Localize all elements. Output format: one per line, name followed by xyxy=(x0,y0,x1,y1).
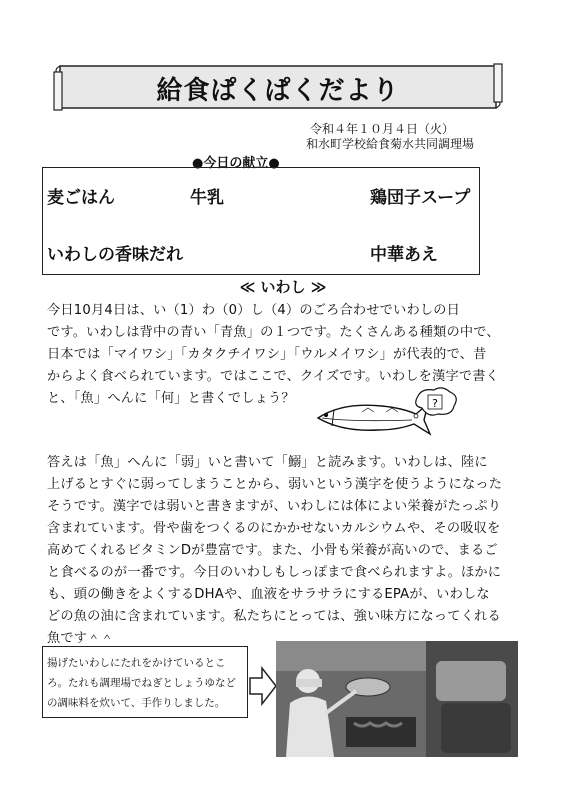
quiz-mark: ? xyxy=(432,397,438,410)
section-heading: ≪ いわし ≫ xyxy=(239,278,327,296)
paragraph-line: 上げるとすぐに弱ってしまうことから、弱いという漢字を使うようになった xyxy=(47,477,503,492)
thought-bubble xyxy=(412,386,460,422)
paragraph-line: からよく食べられています。ではここで、クイズです。いわしを漢字で書く xyxy=(47,369,500,384)
paragraph-line: そうです。漢字では弱いと書きますが、いわしには体によい栄養がたっぷり xyxy=(47,499,502,514)
menu-item-soup: 鶏団子スープ xyxy=(370,188,471,208)
photo-caption xyxy=(42,646,248,718)
paragraph-line: 魚です＾＾ xyxy=(47,631,114,646)
caption-line: 揚げたいわしにたれをかけているとこ xyxy=(47,657,226,669)
kitchen-name: 和水町学校給食菊水共同調理場 xyxy=(305,137,474,151)
cooking-photo xyxy=(276,641,518,757)
issue-date: 令和４年１０月４日（火） xyxy=(309,122,454,136)
paragraph-line: 答えは「魚」へんに「弱」いと書いて「鰯」と読みます。いわしは、陸に xyxy=(47,455,488,470)
menu-item-rice: 麦ごはん xyxy=(47,188,115,208)
paragraph-line: 日本では「マイワシ」「カタクチイワシ」「ウルメイワシ」が代表的で、昔 xyxy=(47,347,487,362)
menu-item-milk: 牛乳 xyxy=(190,188,224,208)
menu-item-salad: 中華あえ xyxy=(370,245,438,265)
caption-line: ろ。たれも調理場でねぎとしょうゆなど xyxy=(47,677,236,689)
paragraph-line: と食べるのが一番です。今日のいわしもしっぽまで食べられますよ。ほかに xyxy=(47,565,502,580)
paragraph-line: も、頭の働きをよくするDHAや、血液をサラサラにするEPAが、いわしな xyxy=(47,587,490,602)
caption-line: の調味料を炊いて、手作りしました。 xyxy=(47,697,226,709)
paragraph-line: 高めてくれるビタミンDが豊富です。また、小骨も栄養が高いので、まるご xyxy=(47,543,498,558)
newsletter-title: 給食ぱくぱくだより xyxy=(156,75,400,106)
menu-item-sardine: いわしの香味だれ xyxy=(47,245,183,265)
arrow-right-icon xyxy=(248,664,278,708)
paragraph-line: どの魚の油に含まれています。私たちにとっては、強い味方になってくれる xyxy=(47,609,501,624)
paragraph-line: です。いわしは背中の青い「青魚」の１つです。たくさんある種類の中で、 xyxy=(47,325,500,340)
paragraph-line: 含まれています。骨や歯をつくるのにかかせないカルシウムや、その吸収を xyxy=(47,521,501,536)
menu-heading: ●今日の献立● xyxy=(192,156,280,171)
paragraph-answer xyxy=(47,452,512,650)
paragraph-line: と、「魚」へんに「何」と書くでしょう？ xyxy=(47,391,295,406)
paragraph-line: 今日10月4日は、い（1）わ（0）し（4）のごろ合わせでいわしの日 xyxy=(47,303,461,318)
